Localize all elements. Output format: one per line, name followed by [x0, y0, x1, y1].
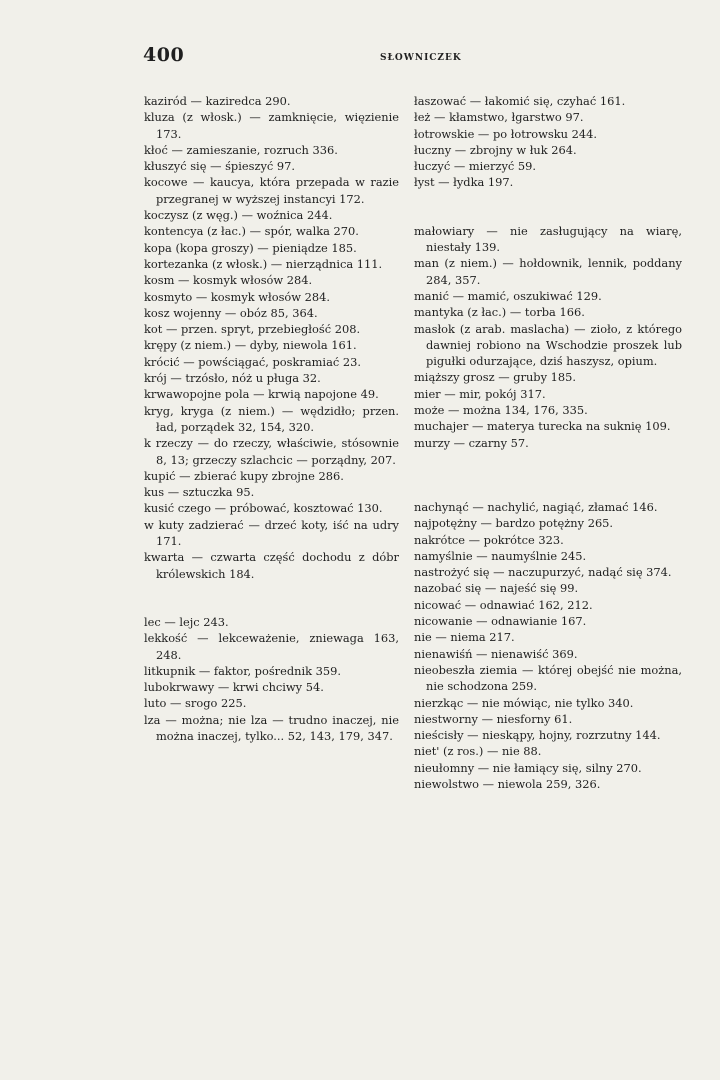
dictionary-entry: krępy (z niem.) — dyby, niewola 161.: [144, 338, 357, 353]
dictionary-entry: nieułomny — nie łamiący się, silny 270.: [414, 760, 642, 775]
dictionary-entry: miąższy grosz — gruby 185.: [414, 370, 576, 385]
dictionary-entry: kosm — kosmyk włosów 284.: [144, 273, 313, 288]
dictionary-entry: łeż — kłamstwo, łgarstwo 97.: [414, 110, 584, 125]
dictionary-entry: krój — trzósło, nóż u pługa 32.: [144, 371, 321, 386]
dictionary-entry: może — można 134, 176, 335.: [414, 403, 588, 418]
dictionary-entry: luto — srogo 225.: [144, 696, 247, 711]
dictionary-entry: nachynąć — nachylić, nagiąć, złamać 146.: [414, 499, 658, 514]
entry-group-k: [144, 93, 399, 582]
dictionary-entry: kłuszyć się — śpieszyć 97.: [144, 159, 295, 174]
dictionary-entry: niewolstwo — niewola 259, 326.: [414, 776, 601, 791]
dictionary-entry: łotrowskie — po łotrowsku 244.: [414, 126, 597, 141]
dictionary-entry: manić — mamić, oszukiwać 129.: [414, 288, 602, 303]
dictionary-entry: kosz wojenny — obóz 85, 364.: [144, 305, 318, 320]
dictionary-entry: nie — niema 217.: [414, 630, 515, 645]
dictionary-entry: nakrótce — pokrótce 323.: [414, 532, 564, 547]
dictionary-entry: nierzkąc — nie mówiąc, nie tylko 340.: [414, 695, 634, 710]
dictionary-entry: kot — przen. spryt, przebiegłość 208.: [144, 322, 361, 337]
dictionary-entry: kopa (kopa groszy) — pieniądze 185.: [144, 240, 357, 255]
dictionary-entry: nieścisły — nieskąpy, hojny, rozrzutny 144.: [414, 728, 661, 743]
dictionary-entry: kaziród — kaziredca 290.: [144, 94, 291, 108]
dictionary-entry: man (z niem.) — hołdownik, lennik, poddany 284, 357.: [414, 256, 682, 287]
entry-group-m: [414, 223, 682, 451]
dictionary-entry: kusić czego — próbować, kosztować 130.: [144, 501, 383, 516]
dictionary-entry: w kuty zadzierać — drzeć koty, iść na udry 171.: [144, 517, 399, 549]
dictionary-entry: małowiary — nie zasługujący na wiarę, niestały 139.: [414, 223, 682, 255]
dictionary-entry: łaszować — łakomić się, czyhać 161.: [414, 94, 626, 108]
running-header: SŁOWNICZEK: [380, 53, 462, 63]
dictionary-entry: krócić — powściągać, poskramiać 23.: [144, 354, 361, 369]
dictionary-entry: murzy — czarny 57.: [414, 435, 529, 450]
dictionary-entry: łyst — łydka 197.: [414, 175, 514, 190]
page-number: 400: [143, 44, 185, 66]
dictionary-entry: k rzeczy — do rzeczy, właściwie, stósownie 8, 13; grzeczy szlachcic — porządny, 207.: [144, 436, 399, 467]
dictionary-entry: kortezanka (z włosk.) — nierządnica 111.: [144, 256, 383, 271]
left-column: [144, 93, 399, 744]
dictionary-entry: kus — sztuczka 95.: [144, 485, 255, 500]
dictionary-entry: łuczyć — mierzyć 59.: [414, 159, 537, 174]
entry-group-n: [414, 499, 682, 792]
right-column: [414, 93, 682, 792]
dictionary-entry: litkupnik — faktor, pośrednik 359.: [144, 663, 342, 678]
dictionary-entry: kosmyto — kosmyk włosów 284.: [144, 289, 331, 304]
dictionary-entry: niet' (z ros.) — nie 88.: [414, 744, 542, 759]
dictionary-entry: mantyka (z łac.) — torba 166.: [414, 305, 585, 320]
dictionary-entry: kupić — zbierać kupy zbrojne 286.: [144, 468, 344, 483]
dictionary-entry: nienawiśń — nienawiść 369.: [414, 646, 578, 661]
dictionary-entry: kontencya (z łac.) — spór, walka 270.: [144, 224, 359, 239]
dictionary-entry: lza — można; nie lza — trudno inaczej, nie można inaczej, tylko... 52, 143, 179, 347.: [144, 712, 399, 743]
dictionary-entry: koczysz (z węg.) — woźnica 244.: [144, 208, 333, 223]
dictionary-entry: lubokrwawy — krwi chciwy 54.: [144, 680, 324, 695]
dictionary-entry: kocowe — kaucya, która przepada w razie przegranej w wyższej instancyi 172.: [144, 175, 399, 206]
entry-group-l: [144, 614, 399, 744]
dictionary-entry: masłok (z arab. maslacha) — zioło, z którego dawniej robiono na Wschodzie proszek lub pigułki odurzające, dziś haszysz, opium.: [414, 321, 682, 369]
dictionary-entry: nastrożyć się — naczupurzyć, nadąć się 374.: [414, 565, 672, 580]
dictionary-entry: kluza (z włosk.) — zamknięcie, więzienie 173.: [144, 110, 399, 141]
dictionary-entry: krwawopojne pola — krwią napojone 49.: [144, 387, 379, 402]
dictionary-entry: lec — lejc 243.: [144, 614, 229, 629]
dictionary-entry: najpotężny — bardzo potężny 265.: [414, 516, 614, 531]
dictionary-entry: kwarta — czwarta część dochodu z dóbr królewskich 184.: [144, 550, 399, 581]
dictionary-entry: nieobeszła ziemia — której obejść nie można, nie schodzona 259.: [414, 662, 682, 694]
dictionary-entry: nazobać się — najeść się 99.: [414, 581, 579, 596]
dictionary-entry: nicowanie — odnawianie 167.: [414, 614, 587, 629]
dictionary-entry: muchajer — materya turecka na suknię 109.: [414, 419, 671, 434]
dictionary-entry: łuczny — zbrojny w łuk 264.: [414, 142, 577, 157]
dictionary-entry: kryg, kryga (z niem.) — wędzidło; przen. ład, porządek 32, 154, 320.: [144, 403, 399, 434]
dictionary-entry: mier — mir, pokój 317.: [414, 386, 546, 401]
dictionary-entry: lekkość — lekceważenie, zniewaga 163, 248.: [144, 631, 399, 662]
dictionary-entry: niestworny — niesforny 61.: [414, 711, 573, 726]
dictionary-entry: namyślnie — naumyślnie 245.: [414, 548, 587, 563]
dictionary-entry: nicować — odnawiać 162, 212.: [414, 597, 593, 612]
dictionary-entry: kłoć — zamieszanie, rozruch 336.: [144, 142, 338, 157]
entry-group-l-stroke: [414, 93, 682, 191]
